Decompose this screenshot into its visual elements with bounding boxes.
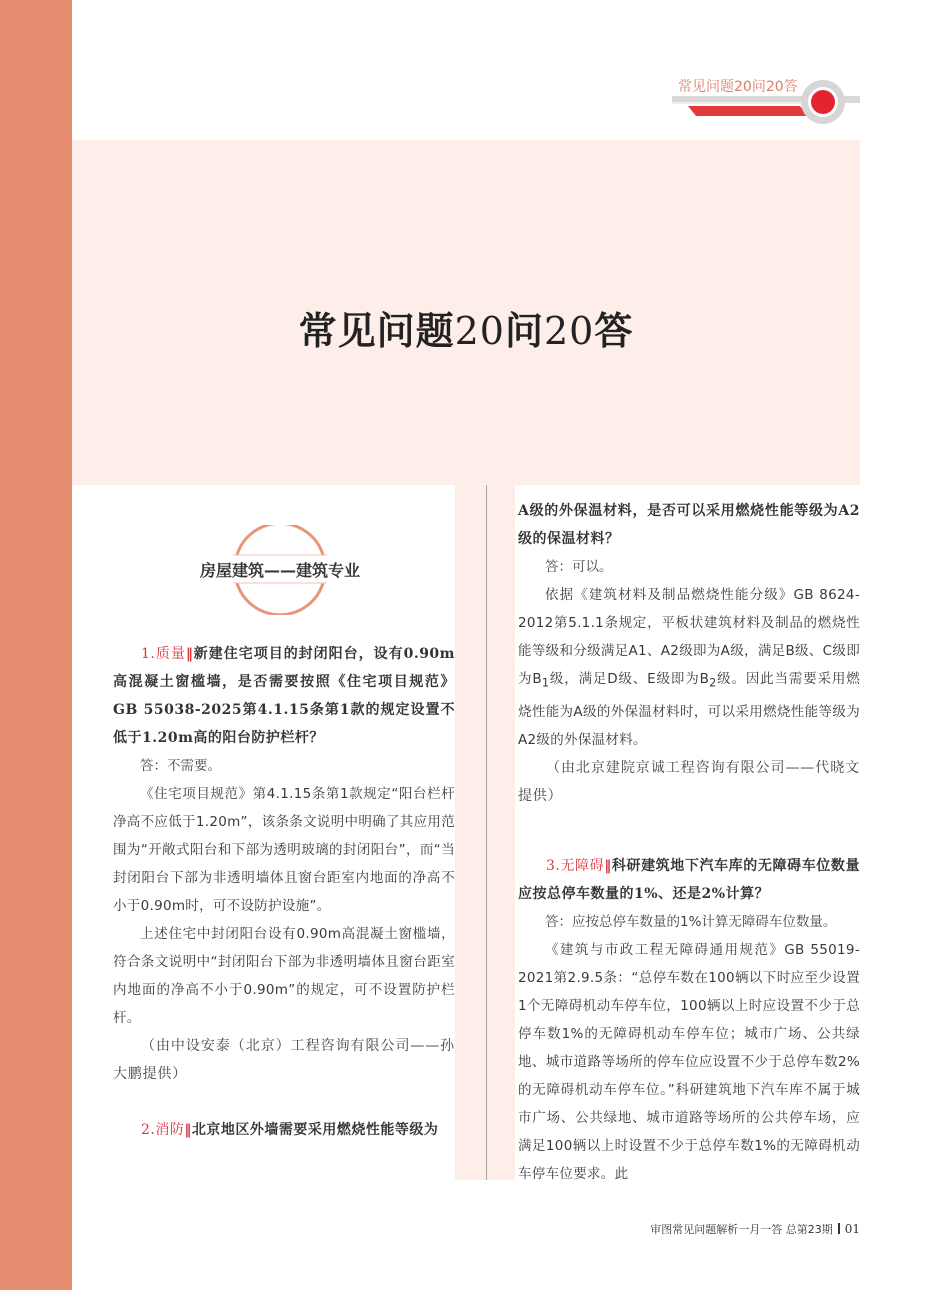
subscript: 1: [541, 676, 550, 690]
text-run: 级，满足D级、E级即为B: [549, 671, 710, 687]
answer-3-explanation: 《建筑与市政工程无障碍通用规范》GB 55019-2021第2.9.5条：“总停车数在100辆以下时应至少设置1个无障碍机动车停车位，100辆以上时应设置不少于总停车数1%的无障碍机动车停车位；城市广场、公共绿地、城市道路等场所的停车位应设置不少于总停车数2%的无障碍机动车停车位。”科研建筑地下汽车库不属于城市广场、公共绿地、城市道路等场所的公共停车场，应满足100辆以上时设置不少于总停车数1%的无障碍机动车停车位要求。此: [518, 941, 860, 1182]
running-head: [660, 68, 865, 128]
subscript: 2: [709, 676, 717, 690]
decorative-side-strip: [0, 0, 72, 1290]
title-text: 问: [504, 309, 544, 353]
question-2: [113, 1116, 455, 1144]
running-head-title: 常见问题20问20答: [678, 79, 798, 95]
hero-banner: [72, 140, 860, 485]
answer-2-credit: （由北京建院京诚工程咨询有限公司——代晓文提供）: [518, 759, 860, 804]
publication-name: 审图常见问题解析一月一答: [650, 1223, 783, 1236]
left-column: [113, 640, 455, 1144]
footer-separator: [838, 1223, 840, 1234]
text-run: 级。因此当需要采用燃烧性能为A级的外保温材料时，可以采用燃烧性能等级为A2级的外保温材料。: [518, 671, 860, 748]
question-2-continued: A级的外保温材料，是否可以采用燃烧性能等级为A2级的保温材料？: [518, 503, 860, 547]
page-title: [72, 300, 860, 355]
answer-3: 答：应按总停车数量的1%计算无障碍车位数量。: [545, 913, 837, 930]
page-footer: [640, 1221, 860, 1237]
answer-1-credit: （由中设安泰（北京）工程咨询有限公司——孙大鹏提供）: [113, 1038, 455, 1082]
answer-1-conclusion: 上述住宅中封闭阳台设有0.90m高混凝土窗槛墙，符合条文说明中“封闭阳台下部为非透明墙体且窗台距室内地面的净高不小于0.90m”的规定，可不设置防护栏杆。: [113, 926, 455, 1026]
issue-number: 总第23期: [785, 1223, 833, 1236]
title-text: 答: [594, 309, 634, 353]
answer-2-explanation: [518, 581, 860, 754]
answer-2: 答：可以。: [545, 559, 613, 575]
question-tag: 3.无障碍: [546, 857, 605, 874]
question-text: 科研建筑地下汽车库的无障碍车位数量应按总停车数量的1%、还是2%计算？: [518, 857, 860, 902]
tag-separator: ‖: [604, 857, 612, 874]
question-3: [518, 852, 860, 908]
question-1: [113, 640, 455, 752]
tag-separator: ‖: [185, 646, 194, 662]
text-run: 依据《建筑材料及制品燃烧性能分级》GB 8624-2012第5.1.1条规定，平板状建筑材料及制品的燃烧性能等级和分级满足A1、A2级即为A级，满足B级、C级即为B: [518, 587, 860, 687]
page-number: 01: [844, 1222, 860, 1236]
section-heading: [185, 525, 375, 615]
question-text: 北京地区外墙需要采用燃烧性能等级为: [191, 1122, 439, 1138]
column-gutter: [455, 485, 515, 1180]
title-number: 20: [544, 309, 595, 353]
title-text: 常见问题: [298, 309, 455, 353]
title-number: 20: [454, 309, 505, 353]
answer-1-explanation: 《住宅项目规范》第4.1.15条第1款规定“阳台栏杆净高不应低于1.20m”，该条条文说明中明确了其应用范围为“开敞式阳台和下部为透明玻璃的封闭阳台”，而“当封闭阳台下部为非透明墙体且窗台距室内地面的净高不小于0.90m时，可不设防护设施”。: [113, 786, 455, 914]
column-divider: [486, 485, 487, 1180]
question-tag: 2.消防: [141, 1122, 185, 1138]
tag-separator: ‖: [184, 1122, 192, 1138]
question-text: 新建住宅项目的封闭阳台，设有0.90m高混凝土窗槛墙，是否需要按照《住宅项目规范》GB 55038-2025第4.1.15条第1款的规定设置不低于1.20m高的阳台防护栏杆？: [113, 646, 455, 746]
question-tag: 1.质量: [141, 646, 186, 662]
section-label: 房屋建筑——建筑专业: [199, 561, 360, 580]
right-column: [518, 497, 860, 1188]
answer-1: 答：不需要。: [140, 758, 221, 774]
